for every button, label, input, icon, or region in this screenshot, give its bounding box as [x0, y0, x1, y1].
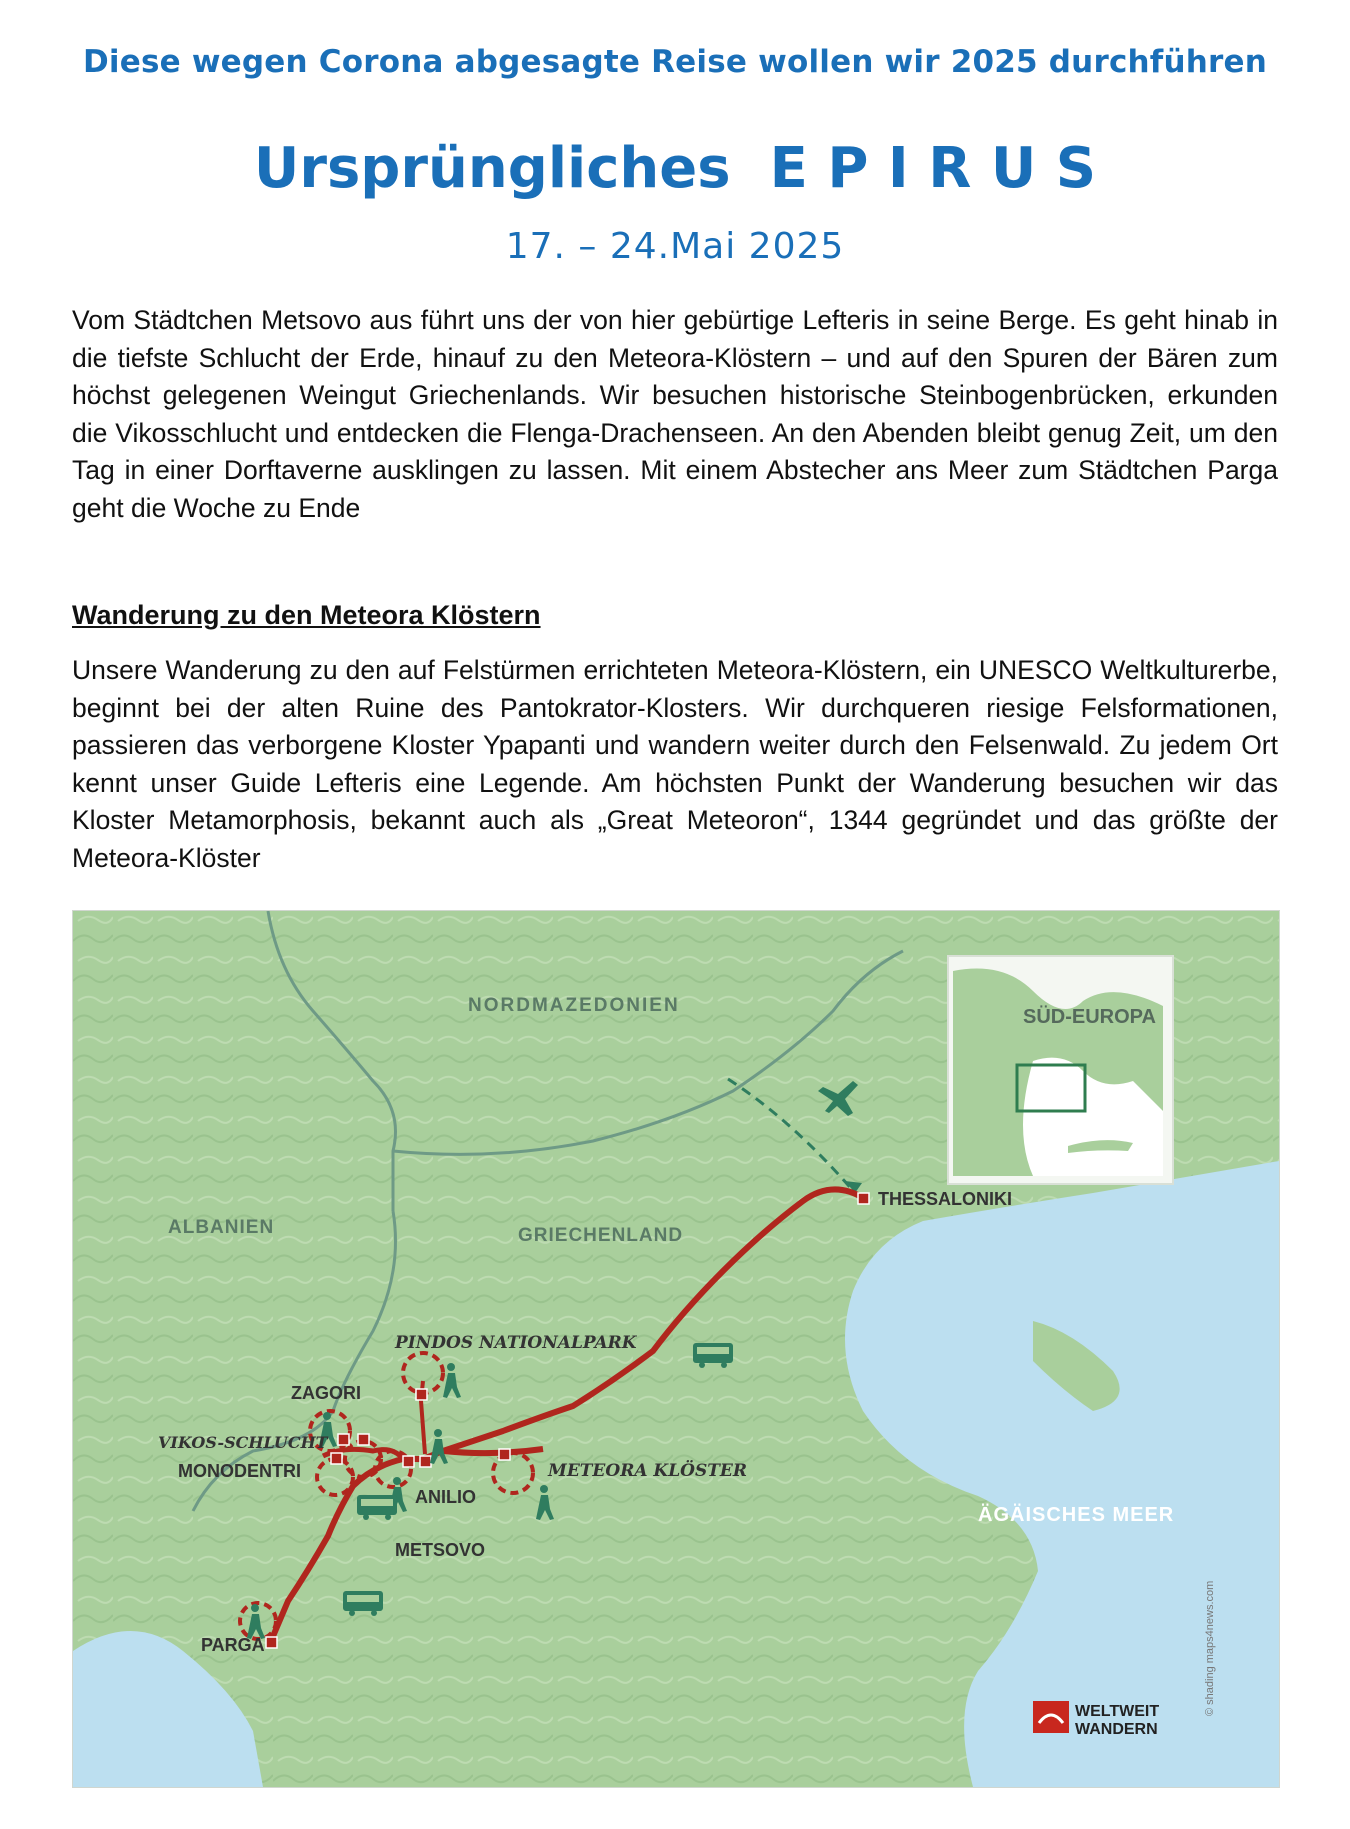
label-nordmazedonien: NORDMAZEDONIEN: [468, 995, 680, 1016]
label-monodentri: MONODENTRI: [178, 1461, 301, 1481]
label-vikos: VIKOS-SCHLUCHT: [158, 1433, 328, 1452]
marker-monodentri: [331, 1453, 342, 1464]
label-parga: PARGA: [201, 1635, 265, 1655]
weltweit-wandern-logo: [1033, 1701, 1159, 1738]
label-thessaloniki: THESSALONIKI: [878, 1189, 1013, 1209]
label-albanien: ALBANIEN: [168, 1217, 275, 1238]
inset-label: SÜD-EUROPA: [1023, 1006, 1156, 1028]
svg-text:WELTWEIT: WELTWEIT: [1075, 1703, 1160, 1720]
inset-map: [948, 956, 1173, 1184]
marker-vikos: [338, 1434, 349, 1445]
marker-parga: [266, 1637, 277, 1648]
section-paragraph: Unsere Wanderung zu den auf Felstürmen errichteten Meteora-Klöstern, ein UNESCO Weltkulturerbe, beginnt bei der alten Ruine des Pantokrator-Klosters. Wir durchqueren riesige Felsformationen, passieren das verborgene Kloster Ypapanti und wandern weiter durch den Felsenwald. Zu jedem Ort kennt unser Guide Lefteris eine Legende. Am höchsten Punkt der Wanderung besuchen wir das Kloster Metamorphosis, bekannt auch als „Great Meteoron“, 1344 gegründet und das größte der Meteora-Klöster: [72, 655, 1278, 873]
label-griechenland: GRIECHENLAND: [518, 1225, 684, 1246]
label-pindos: PINDOS NATIONALPARK: [395, 1333, 637, 1353]
trip-dates: 17. – 24.Mai 2025: [505, 226, 845, 267]
marker-pindos: [416, 1389, 427, 1400]
label-zagori: ZAGORI: [291, 1383, 361, 1403]
section-heading: Wanderung zu den Meteora Klöstern: [72, 600, 541, 630]
label-aegaeisches-meer: ÄGÄISCHES MEER: [978, 1504, 1175, 1526]
label-meteora: METEORA KLÖSTER: [548, 1461, 747, 1481]
marker-meteora: [499, 1449, 510, 1460]
label-metsovo: METSOVO: [395, 1540, 486, 1560]
svg-text:WANDERN: WANDERN: [1075, 1721, 1158, 1738]
marker-anilio: [420, 1456, 431, 1467]
top-note: Diese wegen Corona abgesagte Reise wollen wir 2025 durchführen: [82, 44, 1267, 80]
label-anilio: ANILIO: [415, 1487, 476, 1507]
marker-metsovo: [403, 1456, 414, 1467]
page-title: Ursprüngliches E P I R U S: [253, 136, 1097, 201]
intro-paragraph: Vom Städtchen Metsovo aus führt uns der von hier gebürtige Lefteris in seine Berge. Es geht hinab in die tiefste Schlucht der Erde, hinauf zu den Meteora-Klöstern – und auf den Spuren der Bären zum höchst gelegenen Weingut Griechenlands. Wir besuchen historische Steinbogenbrücken, erkunden die Vikosschlucht und entdecken die Flenga-Drachenseen. An den Abenden bleibt genug Zeit, um den Tag in einer Dorftaverne ausklingen zu lassen. Mit einem Abstecher ans Meer zum Städtchen Parga geht die Woche zu Ende: [72, 305, 1278, 523]
marker-zagori: [358, 1434, 369, 1445]
marker-thessaloniki: [858, 1193, 869, 1204]
map-credit: © shading maps4news.com: [1204, 1580, 1216, 1716]
route-map: [72, 910, 1280, 1788]
